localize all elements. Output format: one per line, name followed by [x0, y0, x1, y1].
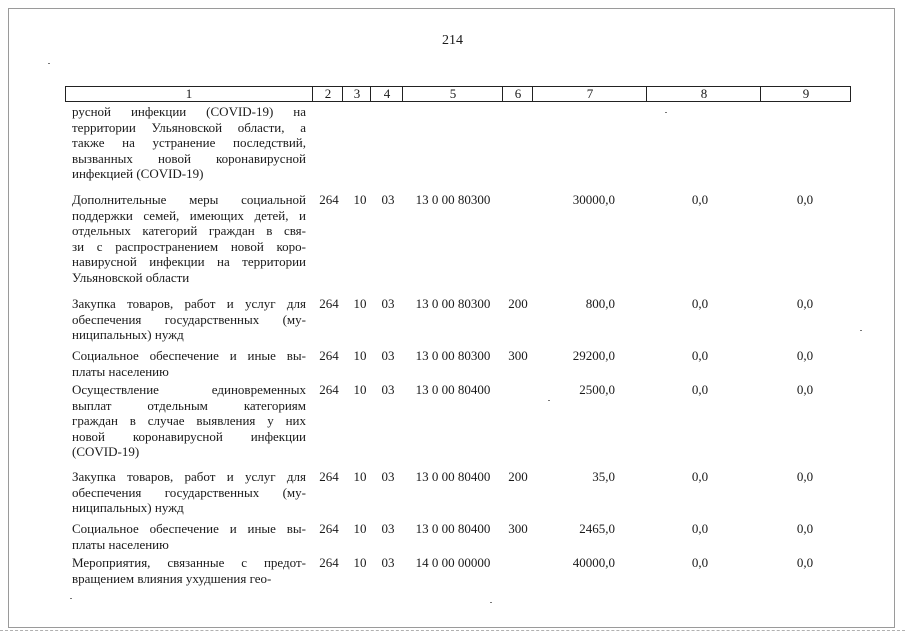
- grbs-code: 264: [319, 521, 339, 536]
- section-code: 10: [353, 348, 367, 363]
- target-article-code: 13 0 00 80400: [415, 521, 491, 536]
- amount-col-8: 0,0: [691, 296, 709, 311]
- subsection-code: 03: [381, 348, 395, 363]
- amount-col-9: 0,0: [796, 469, 814, 484]
- amount-col-9: 0,0: [796, 555, 814, 570]
- page-bottom-edge: [0, 630, 905, 631]
- header-col-6: 6: [502, 87, 533, 101]
- description-line: Осуществление единовременных: [72, 382, 306, 397]
- subsection-code: 03: [381, 296, 395, 311]
- row-description: [72, 104, 306, 182]
- row-description: [72, 521, 306, 552]
- description-line: Социальное обеспечение и иные вы-: [72, 348, 306, 363]
- header-col-4: 4: [370, 87, 403, 101]
- target-article-code: 13 0 00 80300: [415, 192, 491, 207]
- row-description: [72, 192, 306, 285]
- amount-col-9: 0,0: [796, 521, 814, 536]
- target-article-code: 13 0 00 80400: [415, 382, 491, 397]
- scan-speck: [70, 598, 72, 599]
- scan-speck: [548, 400, 550, 401]
- description-line: граждан в случае выявления у них: [72, 413, 306, 428]
- description-line: Дополнительные меры социальной: [72, 192, 306, 207]
- scan-speck: [665, 112, 667, 113]
- description-line: вызванных новой коронавирусной: [72, 150, 306, 166]
- section-code: 10: [353, 469, 367, 484]
- scan-speck: [490, 602, 492, 603]
- target-article-code: 14 0 00 00000: [415, 555, 491, 570]
- amount-col-7: 35,0: [592, 469, 615, 484]
- amount-col-7: 30000,0: [572, 192, 615, 207]
- row-description: [72, 348, 306, 379]
- grbs-code: 264: [319, 469, 339, 484]
- description-line: навирусной инфекции на территории: [72, 254, 306, 269]
- amount-col-7: 2465,0: [579, 521, 615, 536]
- amount-col-9: 0,0: [796, 296, 814, 311]
- amount-col-9: 0,0: [796, 382, 814, 397]
- amount-col-7: 800,0: [585, 296, 615, 311]
- description-line: новой коронавирусной инфекции: [72, 428, 306, 444]
- amount-col-7: 29200,0: [572, 348, 615, 363]
- amount-col-9: 0,0: [796, 348, 814, 363]
- header-col-2: 2: [312, 87, 343, 101]
- amount-col-8: 0,0: [691, 555, 709, 570]
- description-line: инфекцией (COVID-19): [72, 166, 204, 181]
- description-line: обеспечения государственных (му-: [72, 484, 306, 500]
- target-article-code: 13 0 00 80400: [415, 469, 491, 484]
- description-line: платы населению: [72, 536, 169, 552]
- description-line: выплат отдельным категориям: [72, 397, 306, 413]
- description-line: поддержки семей, имеющих детей, и: [72, 207, 306, 223]
- row-description: [72, 296, 306, 343]
- scan-speck: [48, 63, 50, 64]
- amount-col-7: 2500,0: [579, 382, 615, 397]
- amount-col-9: 0,0: [796, 192, 814, 207]
- section-code: 10: [353, 521, 367, 536]
- expense-type-code: 300: [508, 521, 528, 536]
- description-line: русной инфекции (COVID-19) на: [72, 104, 306, 119]
- header-col-8: 8: [646, 87, 761, 101]
- description-line: ниципальных) нужд: [72, 327, 184, 342]
- grbs-code: 264: [319, 348, 339, 363]
- table-header-row: [65, 86, 851, 102]
- header-col-1: 1: [185, 86, 193, 101]
- target-article-code: 13 0 00 80300: [415, 348, 491, 363]
- grbs-code: 264: [319, 192, 339, 207]
- amount-col-7: 40000,0: [572, 555, 615, 570]
- amount-col-8: 0,0: [691, 521, 709, 536]
- description-line: Закупка товаров, работ и услуг для: [72, 296, 306, 311]
- subsection-code: 03: [381, 555, 395, 570]
- description-line: ниципальных) нужд: [72, 500, 184, 515]
- description-line: (COVID-19): [72, 444, 140, 459]
- subsection-code: 03: [381, 469, 395, 484]
- expense-type-code: 200: [508, 469, 528, 484]
- scan-speck: [860, 330, 862, 331]
- amount-col-8: 0,0: [691, 382, 709, 397]
- description-line: Мероприятия, связанные с предот-: [72, 555, 306, 570]
- row-description: [72, 555, 306, 586]
- description-line: отдельных категорий граждан в свя-: [72, 223, 306, 238]
- section-code: 10: [353, 382, 367, 397]
- description-line: Ульяновской области: [72, 269, 190, 285]
- grbs-code: 264: [319, 296, 339, 311]
- section-code: 10: [353, 192, 367, 207]
- description-line: обеспечения государственных (му-: [72, 311, 306, 327]
- header-col-3: 3: [342, 87, 371, 101]
- expense-type-code: 200: [508, 296, 528, 311]
- grbs-code: 264: [319, 382, 339, 397]
- amount-col-8: 0,0: [691, 192, 709, 207]
- subsection-code: 03: [381, 192, 395, 207]
- description-line: также на устранение последствий,: [72, 135, 306, 150]
- expense-type-code: 300: [508, 348, 528, 363]
- description-line: Закупка товаров, работ и услуг для: [72, 469, 306, 484]
- section-code: 10: [353, 555, 367, 570]
- header-col-7: 7: [532, 87, 647, 101]
- description-line: зи с распространением новой коро-: [72, 238, 306, 254]
- subsection-code: 03: [381, 382, 395, 397]
- target-article-code: 13 0 00 80300: [415, 296, 491, 311]
- amount-col-8: 0,0: [691, 348, 709, 363]
- page-number: 214: [442, 33, 463, 48]
- description-line: территории Ульяновской области, а: [72, 119, 306, 135]
- row-description: [72, 382, 306, 460]
- subsection-code: 03: [381, 521, 395, 536]
- row-description: [72, 469, 306, 516]
- header-col-5: 5: [402, 87, 503, 101]
- description-line: Социальное обеспечение и иные вы-: [72, 521, 306, 536]
- section-code: 10: [353, 296, 367, 311]
- grbs-code: 264: [319, 555, 339, 570]
- header-col-9: 9: [760, 87, 851, 101]
- amount-col-8: 0,0: [691, 469, 709, 484]
- description-line: платы населению: [72, 363, 169, 379]
- description-line: вращением влияния ухудшения гео-: [72, 570, 272, 586]
